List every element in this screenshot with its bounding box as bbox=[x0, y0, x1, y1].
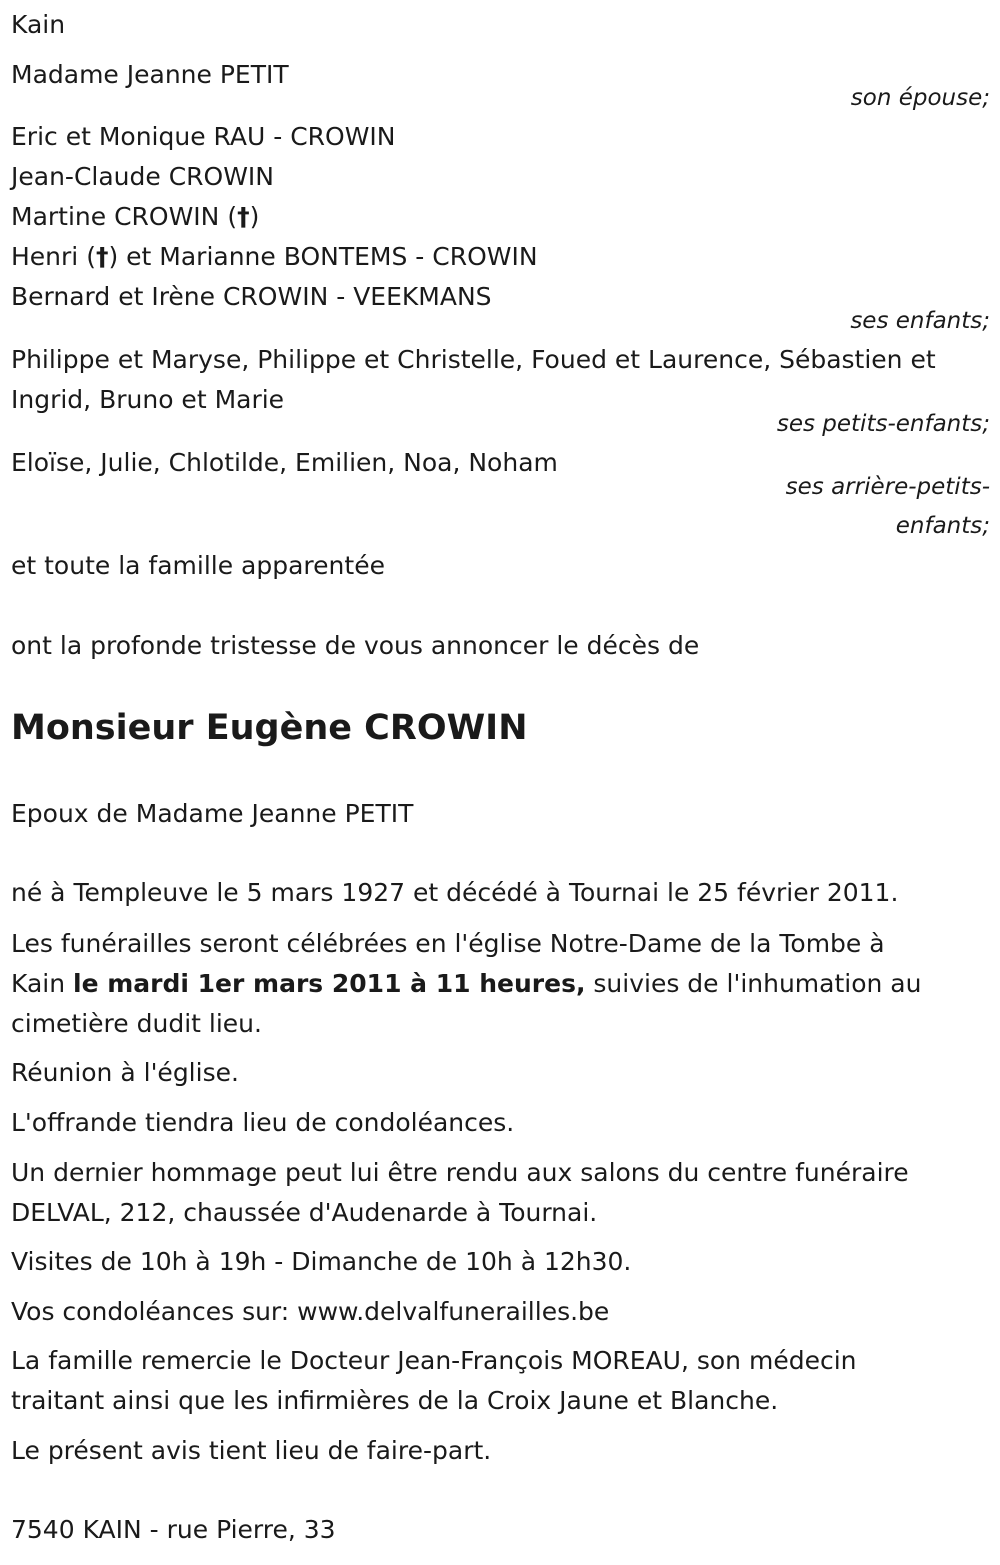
funeral-line-1: Les funérailles seront célébrées en l'église Notre-Dame de la Tombe à bbox=[11, 929, 885, 958]
thanks-line-2: traitant ainsi que les infirmières de la Croix Jaune et Blanche. bbox=[11, 1386, 779, 1415]
child-2: Jean-Claude CROWIN bbox=[11, 162, 275, 191]
child-1: Eric et Monique RAU - CROWIN bbox=[11, 122, 396, 151]
funeral-place: Kain bbox=[11, 969, 74, 998]
cross-symbol: † bbox=[95, 242, 109, 271]
tribute-line-2: DELVAL, 212, chaussée d'Audenarde à Tournai. bbox=[11, 1198, 598, 1227]
child-4-name: Henri ( bbox=[11, 242, 96, 271]
children-role: ses enfants; bbox=[850, 308, 990, 334]
child-3 bbox=[11, 202, 259, 232]
child-4-tail: ) et Marianne BONTEMS - CROWIN bbox=[108, 242, 538, 271]
spouse-of: Epoux de Madame Jeanne PETIT bbox=[11, 799, 414, 828]
spouse-role: son épouse; bbox=[850, 85, 990, 111]
offering: L'offrande tiendra lieu de condoléances. bbox=[11, 1108, 515, 1137]
grandchildren-line-2: Ingrid, Bruno et Marie bbox=[11, 385, 285, 414]
child-4 bbox=[11, 242, 538, 272]
reunion: Réunion à l'église. bbox=[11, 1058, 239, 1087]
thanks-line-1: La famille remercie le Docteur Jean-François MOREAU, son médecin bbox=[11, 1346, 857, 1375]
great-grandchildren-role-1: ses arrière-petits- bbox=[785, 474, 990, 500]
funeral-burial: suivies de l'inhumation au bbox=[585, 969, 922, 998]
visits: Visites de 10h à 19h - Dimanche de 10h à 12h30. bbox=[11, 1247, 632, 1276]
address: 7540 KAIN - rue Pierre, 33 bbox=[11, 1515, 336, 1544]
child-5: Bernard et Irène CROWIN - VEEKMANS bbox=[11, 282, 492, 311]
great-grandchildren: Eloïse, Julie, Chlotilde, Emilien, Noa, Noham bbox=[11, 448, 558, 477]
place: Kain bbox=[11, 10, 66, 39]
grandchildren-role: ses petits-enfants; bbox=[776, 411, 990, 437]
grandchildren-line-1: Philippe et Maryse, Philippe et Christelle, Foued et Laurence, Sébastien et bbox=[11, 345, 936, 374]
cross-symbol: † bbox=[237, 202, 250, 231]
notice: Le présent avis tient lieu de faire-part. bbox=[11, 1436, 492, 1465]
funeral-line-2 bbox=[11, 969, 921, 999]
deceased-name: Monsieur Eugène CROWIN bbox=[11, 708, 528, 748]
condolences: Vos condoléances sur: www.delvalfunerailles.be bbox=[11, 1297, 610, 1326]
birth-death: né à Templeuve le 5 mars 1927 et décédé à Tournai le 25 février 2011. bbox=[11, 878, 899, 907]
spouse-name: Madame Jeanne PETIT bbox=[11, 60, 289, 89]
funeral-line-3: cimetière dudit lieu. bbox=[11, 1009, 262, 1038]
funeral-date: le mardi 1er mars 2011 à 11 heures, bbox=[73, 969, 586, 998]
child-3-name: Martine CROWIN ( bbox=[11, 202, 238, 231]
child-3-tail: ) bbox=[249, 202, 260, 231]
announcement: ont la profonde tristesse de vous annoncer le décès de bbox=[11, 631, 700, 660]
great-grandchildren-role-2: enfants; bbox=[895, 513, 990, 539]
family: et toute la famille apparentée bbox=[11, 551, 385, 580]
tribute-line-1: Un dernier hommage peut lui être rendu aux salons du centre funéraire bbox=[11, 1158, 909, 1187]
